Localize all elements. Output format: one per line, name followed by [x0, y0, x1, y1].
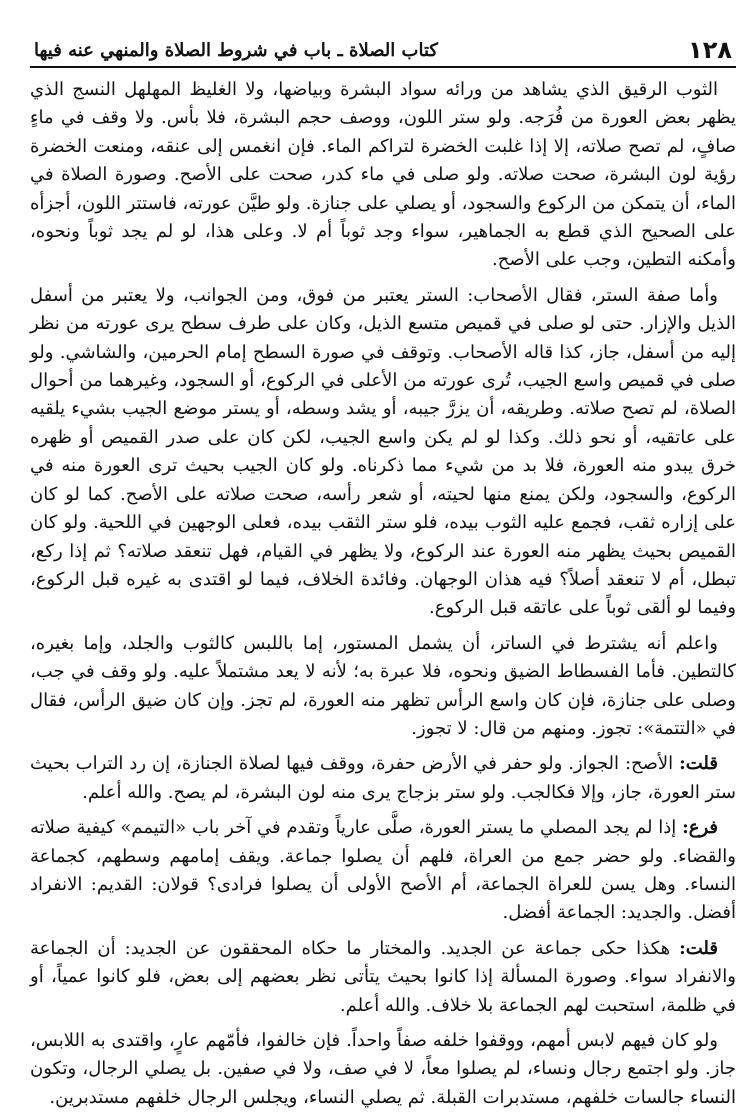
- paragraph: [30, 282, 736, 623]
- paragraph-lead: فرع:: [682, 817, 718, 839]
- paragraph-lead: قلت:: [679, 937, 718, 959]
- paragraph-text: واعلم أنه يشترط في الساتر، أن يشمل المستور، إما باللبس كالثوب والجلد، وإما بغيره، كالتطين. فأما الفسطاط الضيق ونحوه، فلا عبرة به؛ لأنه لا يعد مشتملاً عليه. ولو وقف في جب، وصلى على جنازة، فإن كان واسع الرأس تظهر منه العورة، لم تجز. وإن كان ضيق الرأس، فقال في «التتمة»: تجوز. ومنهم من قال: لا تجوز.: [30, 632, 736, 739]
- paragraph-text: الثوب الرقيق الذي يشاهد من ورائه سواد البشرة وبياضها، ولا الغليظ المهلهل النسج الذي يظهر بعض العورة من فُرَجه. ولو ستر اللون، ووصف حجم البشرة، فلا بأس. ولا وقف في ماءٍ صافٍ، لم تصح صلاته، إلا إذا غلبت الخضرة لتراكم الماء. فإن انغمس إلى عنقه، ومنعت الخضرة رؤية لون البشرة، صحت صلاته. ولو صلى في ماء كدر، صحت على الأصح. وصورة الصلاة في الماء، أن يتمكن من الركوع والسجود، أو يصلي على جنازة. ولو طيَّن عورته، فاستتر اللون، أجزأه على الصحيح الذي قطع به الجماهير، سواء وجد ثوباً أم لا. وعلى هذا، لو لم يجد ثوباً ونحوه، وأمكنه التطين، وجب على الأصح.: [30, 79, 736, 271]
- page-number: ١٢٨: [688, 36, 732, 64]
- paragraph: [30, 1027, 736, 1112]
- page-header: [30, 26, 736, 68]
- book-page: [30, 26, 736, 1108]
- paragraph: [30, 76, 736, 275]
- paragraph-text: الأصح: الجواز. ولو حفر في الأرض حفرة، ووقف فيها لصلاة الجنازة، إن رد التراب بحيث ستر العورة، جاز، وإلا فكالجب. ولو ستر بزجاج يرى منه لون البشرة، لم يصح. والله أعلم.: [30, 753, 736, 803]
- running-title: كتاب الصلاة ـ باب في شروط الصلاة والمنهي عنه فيها: [34, 40, 438, 61]
- paragraph-text: هكذا حكى جماعة عن الجديد. والمختار ما حكاه المحققون عن الجديد: أن الجماعة والانفراد سواء. وصورة المسألة إذا كانوا بحيث يتأتى نظر بعضهم إلى بعض، فلو كانوا عمياً، أو في ظلمة، استحبت لهم الجماعة بلا خلاف. والله أعلم.: [30, 937, 736, 1016]
- paragraph-lead: قلت:: [679, 753, 718, 775]
- paragraph: [30, 630, 736, 744]
- paragraph-text: إذا لم يجد المصلي ما يستر العورة، صلَّى عارياً وتقدم في آخر باب «التيمم» كيفية صلاته والقضاء. ولو حضر جمع من العراة، فلهم أن يصلوا جماعة. ويقف إمامهم وسطهم، كجماعة النساء. وهل يسن للعراة الجماعة، أم الأصح الأولى أن يصلوا فرادى؟ قولان: القديم: الانفراد أفضل. والجديد: الجماعة أفضل.: [30, 817, 736, 924]
- page-body: [30, 76, 736, 1112]
- paragraph-text: وأما صفة الستر، فقال الأصحاب: الستر يعتبر من فوق، ومن الجوانب، ولا يعتبر من أسفل الذيل والإزار. حتى لو صلى في قميص متسع الذيل، وكان على طرف سطح يرى عورته من نظر إليه من أسفل، جاز، كذا قاله الأصحاب. وتوقف في صورة السطح إمام الحرمين، والشاشي. ولو صلى في قميص واسع الجيب، تُرى عورته من الأعلى في الركوع، أو السجود، وغيرهما من أحوال الصلاة، لم تصح صلاته. وطريقه، أن يزرَّ جيبه، أو يشد وسطه، أو يستر موضع الجيب بشيء يلقيه على عاتقيه، أو نحو ذلك. وكذا لو لم يكن واسع الجيب، لكن كان على صدر القميص أو ظهره خرق يبدو منه العورة، فلا بد من شيء مما ذكرناه. ولو كان الجيب بحيث ترى العورة منه في الركوع، والسجود، ولكن يمنع منها لحيته، أو شعر رأسه، صحت صلاته على الأصح. كما لو كان على إزاره ثقب، فجمع عليه الثوب بيده، فلو ستر الثقب بيده، فعلى الوجهين في اللحية. ولو كان القميص بحيث يظهر منه العورة عند الركوع، ولا يظهر في القيام، فهل تنعقد صلاته؟ ثم إذا ركع، تبطل، أم لا تنعقد أصلاً؟ فيه هذان الوجهان. وفائدة الخلاف، فيما لو اقتدى به غيره قبل الركوع، وفيما لو ألقى ثوباً على عاتقه قبل الركوع.: [30, 284, 736, 619]
- paragraph: [30, 935, 736, 1020]
- paragraph-text: ولو كان فيهم لابس أمهم، ووقفوا خلفه صفاً واحداً. فإن خالفوا، فأمّهم عارٍ، واقتدى به اللابس، جاز. ولو اجتمع رجال ونساء، لم يصلوا معاً، لا في صف، ولا في صفين. بل يصلي الرجال، وتكون النساء جالسات خلفهم، مستدبرات القبلة. ثم يصلي النساء، ويجلس الرجال خلفهم مستدبرين.: [30, 1030, 736, 1108]
- paragraph: [30, 750, 736, 807]
- paragraph: [30, 814, 736, 928]
